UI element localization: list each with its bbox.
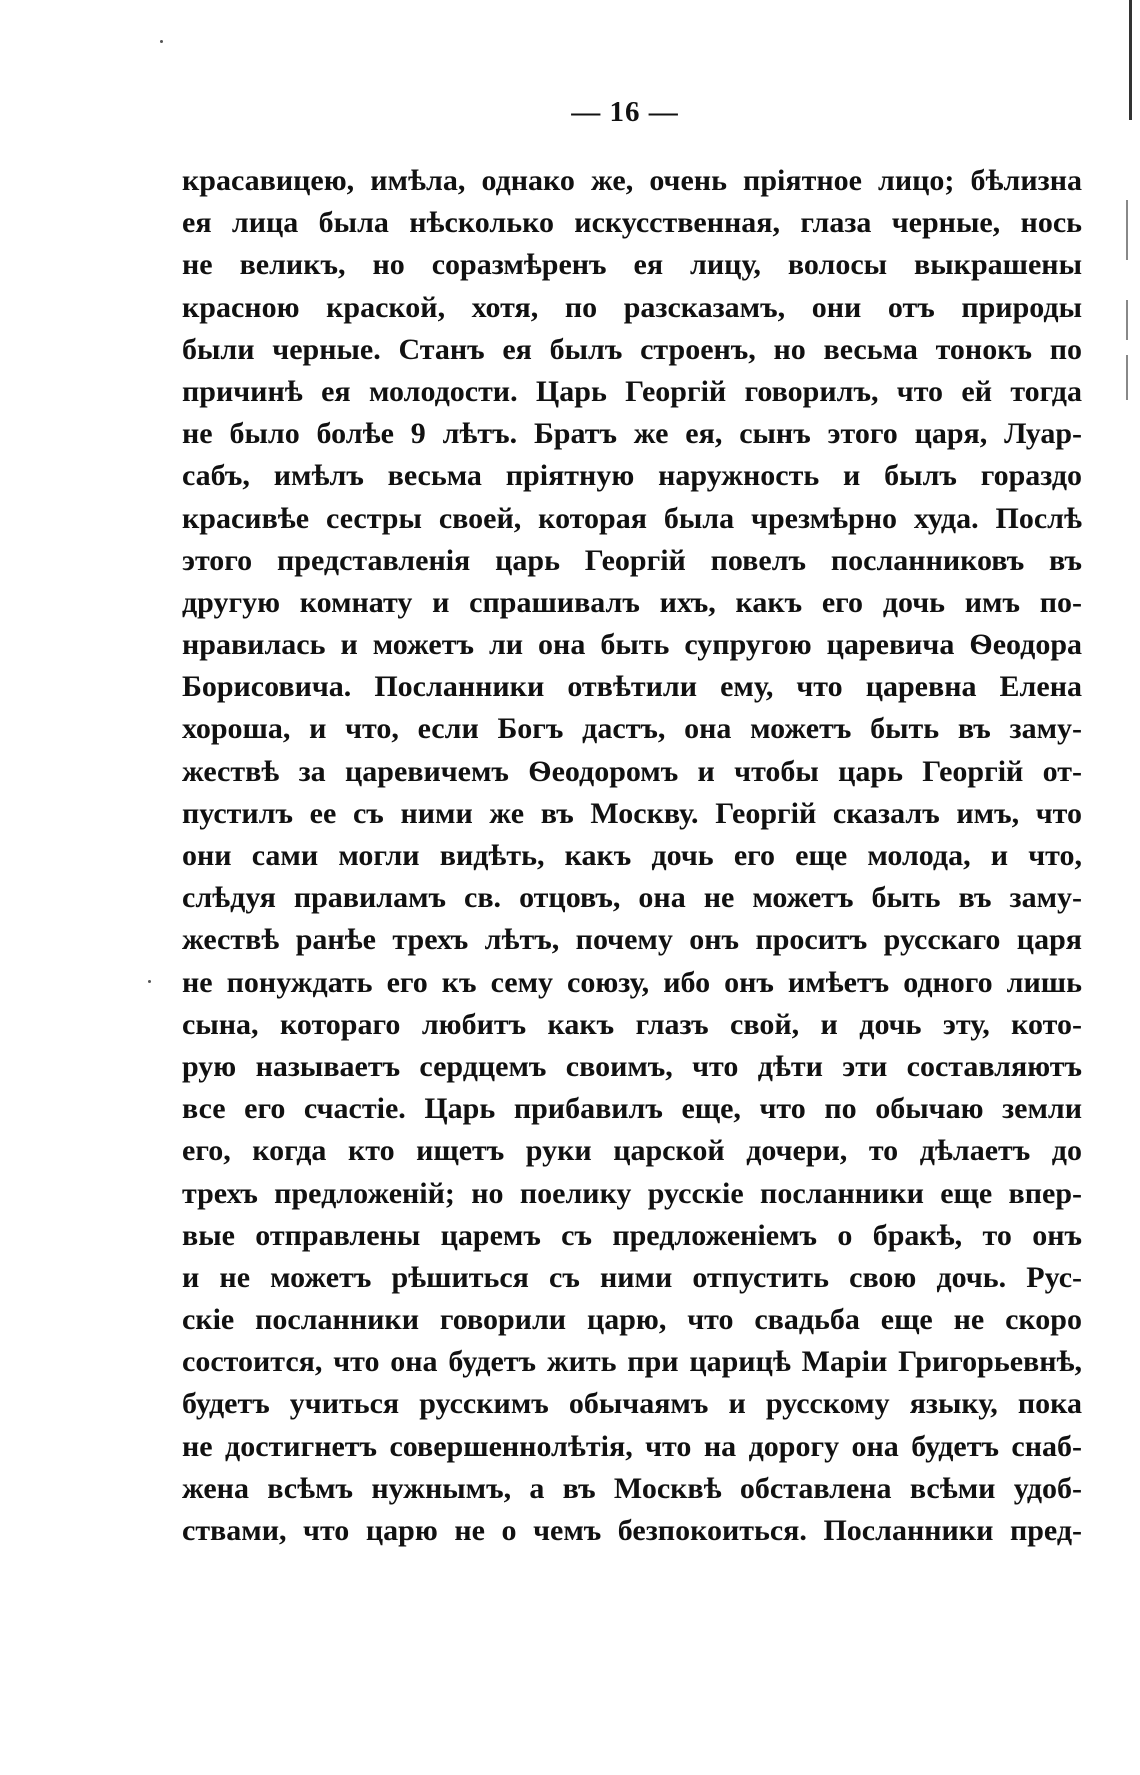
text-line: вые отправлены царемъ съ предложеніемъ о бракѣ, то онъ <box>182 1218 1082 1252</box>
text-line: красною краской, хотя, по разсказамъ, они отъ природы <box>182 290 1082 324</box>
text-line: все его счастіе. Царь прибавилъ еще, что по обычаю земли <box>182 1092 1082 1126</box>
text-line: трехъ предложеній; но поелику русскіе посланники еще впер- <box>182 1176 1082 1210</box>
text-line: сына, котораго любитъ какъ глазъ свой, и дочь эту, кото- <box>182 1007 1082 1041</box>
text-line: не было болѣе 9 лѣтъ. Братъ же ея, сынъ этого царя, Луар- <box>182 417 1082 451</box>
text-line: не великъ, но соразмѣренъ ея лицу, волосы выкрашены <box>182 248 1082 282</box>
text-line: скіе посланники говорили царю, что свадьба еще не скоро <box>182 1303 1082 1337</box>
text-line: нравилась и можетъ ли она быть супругою царевича Ѳеодора <box>182 628 1082 662</box>
scan-edge-mark <box>1126 355 1128 400</box>
paper-speck <box>148 980 151 983</box>
text-line: ея лица была нѣсколько искусственная, глаза черные, нось <box>182 206 1082 240</box>
text-line: ствами, что царю не о чемъ безпокоиться. Посланники пред- <box>182 1514 1082 1547</box>
page-number: — 16 — <box>571 96 679 128</box>
text-line: красавицею, имѣла, однако же, очень пріятное лицо; бѣлизна <box>182 164 1082 197</box>
text-line: жествѣ ранѣе трехъ лѣтъ, почему онъ проситъ русскаго царя <box>182 923 1082 957</box>
text-line: не достигнетъ совершеннолѣтія, что на дорогу она будетъ снаб- <box>182 1429 1082 1463</box>
text-line: слѣдуя правиламъ св. отцовъ, она не можетъ быть въ заму- <box>182 881 1082 915</box>
text-line: были черные. Станъ ея былъ строенъ, но весьма тонокъ по <box>182 332 1082 366</box>
text-line: этого представленія царь Георгій повелъ посланниковъ въ <box>182 543 1082 577</box>
text-line: Борисовича. Посланники отвѣтили ему, что царевна Елена <box>182 670 1082 704</box>
text-line: и не можетъ рѣшиться съ ними отпустить свою дочь. Рус- <box>182 1260 1082 1294</box>
text-line: не понуждать его къ сему союзу, ибо онъ имѣетъ одного лишь <box>182 965 1082 999</box>
text-line: жена всѣмъ нужнымъ, а въ Москвѣ обставлена всѣми удоб- <box>182 1471 1082 1505</box>
text-line: они сами могли видѣть, какъ дочь его еще молода, и что, <box>182 839 1082 872</box>
scan-edge-mark <box>1126 300 1128 340</box>
text-line: сабъ, имѣлъ весьма пріятную наружность и былъ гораздо <box>182 459 1082 493</box>
text-line: причинѣ ея молодости. Царь Георгій говорилъ, что ей тогда <box>182 374 1082 408</box>
text-line: жествѣ за царевичемъ Ѳеодоромъ и чтобы царь Георгій от- <box>182 754 1082 788</box>
text-line: будетъ учиться русскимъ обычаямъ и русскому языку, пока <box>182 1387 1082 1421</box>
text-line: другую комнату и спрашивалъ ихъ, какъ его дочь имъ по- <box>182 585 1082 619</box>
paper-speck <box>160 40 163 43</box>
text-line: красивѣе сестры своей, которая была чрезмѣрно худа. Послѣ <box>182 501 1082 535</box>
page-text <box>182 160 1082 1552</box>
text-line: его, когда кто ищетъ руки царской дочери, то дѣлаетъ до <box>182 1134 1082 1168</box>
text-line: пустилъ ее съ ними же въ Москву. Георгій сказалъ имъ, что <box>182 796 1082 830</box>
text-line: состоится, что она будетъ жить при царицѣ Маріи Григорьевнѣ, <box>182 1345 1082 1379</box>
scan-edge-mark <box>1126 200 1128 260</box>
text-line: хороша, и что, если Богъ дастъ, она можетъ быть въ заму- <box>182 712 1082 746</box>
text-line: рую называетъ сердцемъ своимъ, что дѣти эти составляютъ <box>182 1049 1082 1083</box>
